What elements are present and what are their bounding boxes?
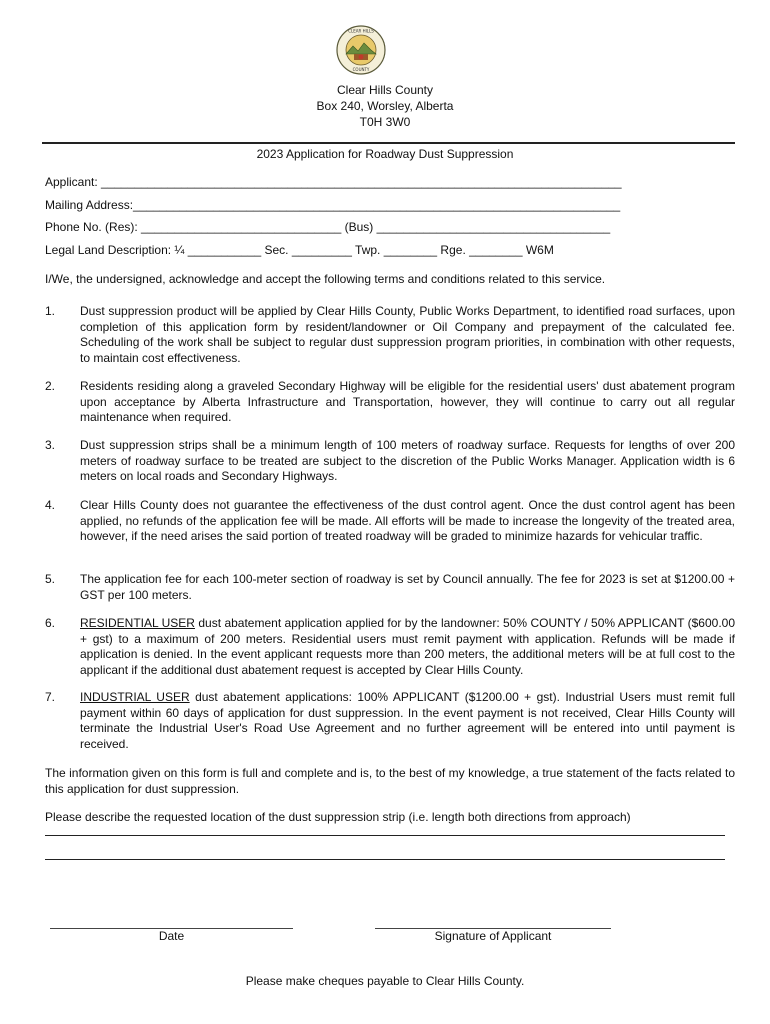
date-label: Date [158,929,185,943]
term-number: 2. [45,379,56,393]
term-number: 7. [45,690,56,704]
location-answer-line-2[interactable] [45,859,725,860]
term-text: Dust suppression strips shall be a minimum length of 100 meters of roadway surface. Requests for lengths of over 200 meters of roadway surface to be treated are subject to the discretion of the Public Works Manager. Application width is 6 meters on local roads and Secondary Highways. [80,438,735,483]
logo-text-bottom: COUNTY [352,67,370,72]
term-number: 1. [45,304,56,318]
term-text: Clear Hills County does not guarantee the effectiveness of the dust control agent. Once the dust control agent has been applied, no refunds of the application fee will be made. All efforts will be made to increase the longevity of the treated area, however, if the need arises the said portion of treated roadway will be graded to minimize hazards for vehicular traffic. [80,498,735,543]
declaration-text: The information given on this form is full and complete and is, to the best of my knowledge, a true statement of the facts related to this application for dust suppression. [45,766,735,796]
describe-location-prompt: Please describe the requested location of the dust suppression strip (i.e. length both directions from approach) [45,810,631,824]
logo-text-top: CLEAR HILLS [348,28,374,34]
term-number: 6. [45,616,56,630]
term-text: Residents residing along a graveled Secondary Highway will be eligible for the residential users' dust abatement program upon acceptance by Alberta Infrastructure and Transportation, however, they will continue to carry out all regular maintenance when required. [80,379,735,424]
legal-land-description-field[interactable]: Legal Land Description: ¼ ___________ Sec. _________ Twp. ________ Rge. ________ W6M [45,242,554,257]
industrial-user-label: INDUSTRIAL USER [80,690,190,704]
org-address-line1: Box 240, Worsley, Alberta [316,99,454,113]
industrial-user-text: dust abatement applications: 100% APPLICANT ($1200.00 + gst). Industrial Users must remit full payment within 60 days of application for dust suppression. In the event payment is not received, Clear Hills County will terminate the Industrial User's Road Use Agreement and no further agreement will be entered into until payment is received. [80,690,735,751]
phone-field[interactable]: Phone No. (Res): ______________________________ (Bus) ___________________________________ [45,220,611,234]
term-text-industrial [80,690,735,752]
mailing-address-field[interactable]: Mailing Address:_________________________________________________________________________ [45,197,621,212]
term-number: 4. [45,498,56,512]
residential-user-text: dust abatement application applied for by the landowner: 50% COUNTY / 50% APPLICANT ($600.00 + gst) to a maximum of 200 meters. Residential users must remit payment with application. Refunds will be made if application is denied. In the event applicant requests more than 200 meters, the additional meters will be at full cost to the applicant if the additional dust abatement request is accepted by Clear Hills County. [80,616,736,677]
term-text: The application fee for each 100-meter section of roadway is set by Council annually. The fee for 2023 is set at $1200.00 + GST per 100 meters. [80,572,735,602]
applicant-field[interactable]: Applicant: ______________________________________________________________________________ [45,175,622,189]
term-number: 5. [45,572,56,586]
county-logo [336,25,386,75]
form-title: 2023 Application for Roadway Dust Suppression [256,147,514,161]
signature-label: Signature of Applicant [434,929,552,943]
footer-note: Please make cheques payable to Clear Hills County. [245,974,525,988]
org-header [0,82,770,130]
term-number: 3. [45,438,56,452]
term-text: Dust suppression product will be applied by Clear Hills County, Public Works Department, to identified road surfaces, upon completion of this application form by resident/landowner or Oil Company and prepayment of the calculated fee. Scheduling of the work shall be subject to regular dust suppression program priorities, in combination with other requests, to maintain cost effectiveness. [80,304,735,365]
applicant-fields [45,174,645,264]
location-answer-line-1[interactable] [45,835,725,836]
org-address-line2: T0H 3W0 [359,115,411,129]
term-text-residential [80,616,735,678]
header-divider [42,142,735,144]
org-name: Clear Hills County [336,83,434,97]
acknowledgement-text: I/We, the undersigned, acknowledge and accept the following terms and conditions related to this service. [45,272,606,286]
residential-user-label: RESIDENTIAL USER [80,616,195,630]
